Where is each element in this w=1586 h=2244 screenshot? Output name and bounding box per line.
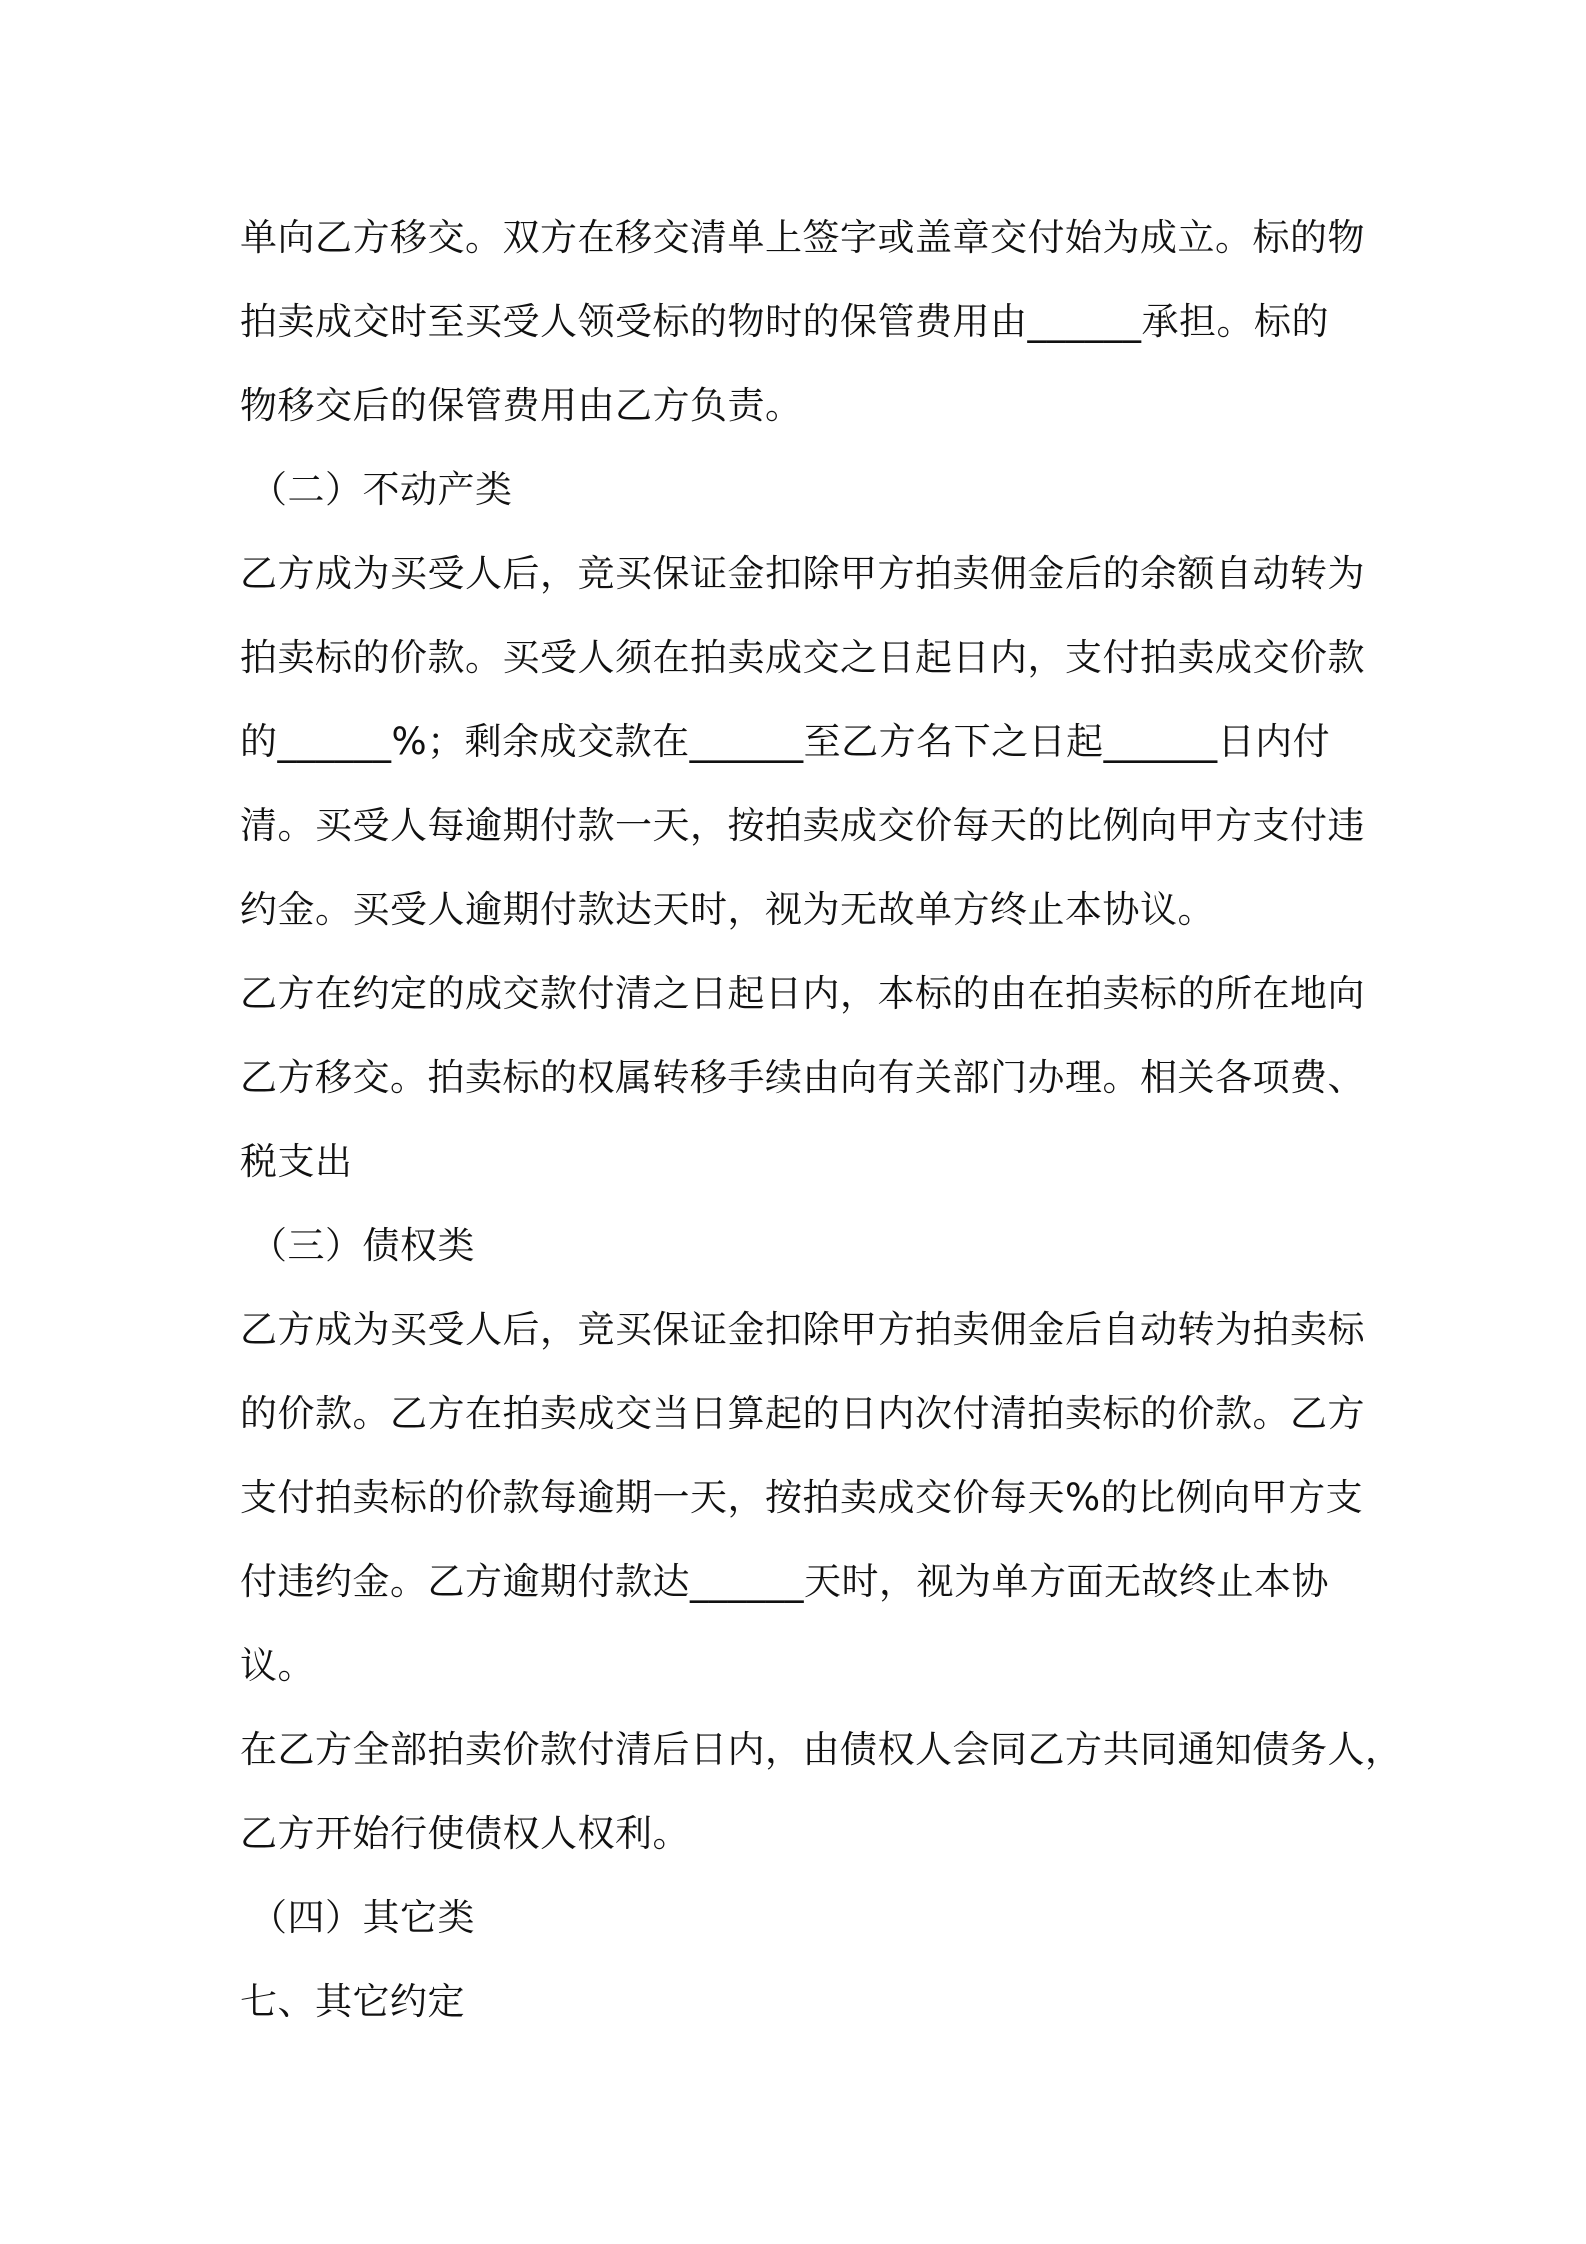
paragraph-line: 税支出 [240, 1140, 353, 1183]
paragraph-line: 乙方移交。拍卖标的权属转移手续由向有关部门办理。相关各项费、 [240, 1056, 1365, 1099]
paragraph-line: 清。买受人每逾期付款一天，按拍卖成交价每天的比例向甲方支付违 [240, 804, 1365, 847]
paragraph-line: 付违约金。乙方逾期付款达______天时，视为单方面无故终止本协 [240, 1560, 1329, 1603]
paragraph-line: 拍卖标的价款。买受人须在拍卖成交之日起日内，支付拍卖成交价款 [240, 636, 1365, 679]
section-heading-other: （四）其它类 [250, 1896, 475, 1939]
paragraph-line: 物移交后的保管费用由乙方负责。 [240, 384, 803, 427]
document-body [240, 196, 1403, 2044]
paragraph-line: 的______%；剩余成交款在______至乙方名下之日起______日内付 [240, 720, 1331, 763]
section-heading-real-estate: （二）不动产类 [250, 468, 513, 511]
paragraph-line: 乙方在约定的成交款付清之日起日内，本标的由在拍卖标的所在地向 [240, 972, 1365, 1015]
paragraph-line: 拍卖成交时至买受人领受标的物时的保管费用由______承担。标的 [240, 300, 1329, 343]
paragraph-line: 约金。买受人逾期付款达天时，视为无故单方终止本协议。 [240, 888, 1215, 931]
paragraph-line: 乙方成为买受人后，竞买保证金扣除甲方拍卖佣金后的余额自动转为 [240, 552, 1365, 595]
paragraph-line: 支付拍卖标的价款每逾期一天，按拍卖成交价每天%的比例向甲方支 [240, 1476, 1364, 1519]
paragraph-line: 乙方开始行使债权人权利。 [240, 1812, 690, 1855]
paragraph-line: 乙方成为买受人后，竞买保证金扣除甲方拍卖佣金后自动转为拍卖标 [240, 1308, 1365, 1351]
paragraph-line: 议。 [240, 1644, 315, 1687]
section-heading-creditor-rights: （三）债权类 [250, 1224, 475, 1267]
paragraph-line: 的价款。乙方在拍卖成交当日算起的日内次付清拍卖标的价款。乙方 [240, 1392, 1365, 1435]
paragraph-line: 在乙方全部拍卖价款付清后日内，由债权人会同乙方共同通知债务人， [240, 1728, 1403, 1771]
paragraph-line: 单向乙方移交。双方在移交清单上签字或盖章交付始为成立。标的物 [240, 216, 1365, 259]
section-heading-other-agreements: 七、其它约定 [240, 1980, 465, 2023]
